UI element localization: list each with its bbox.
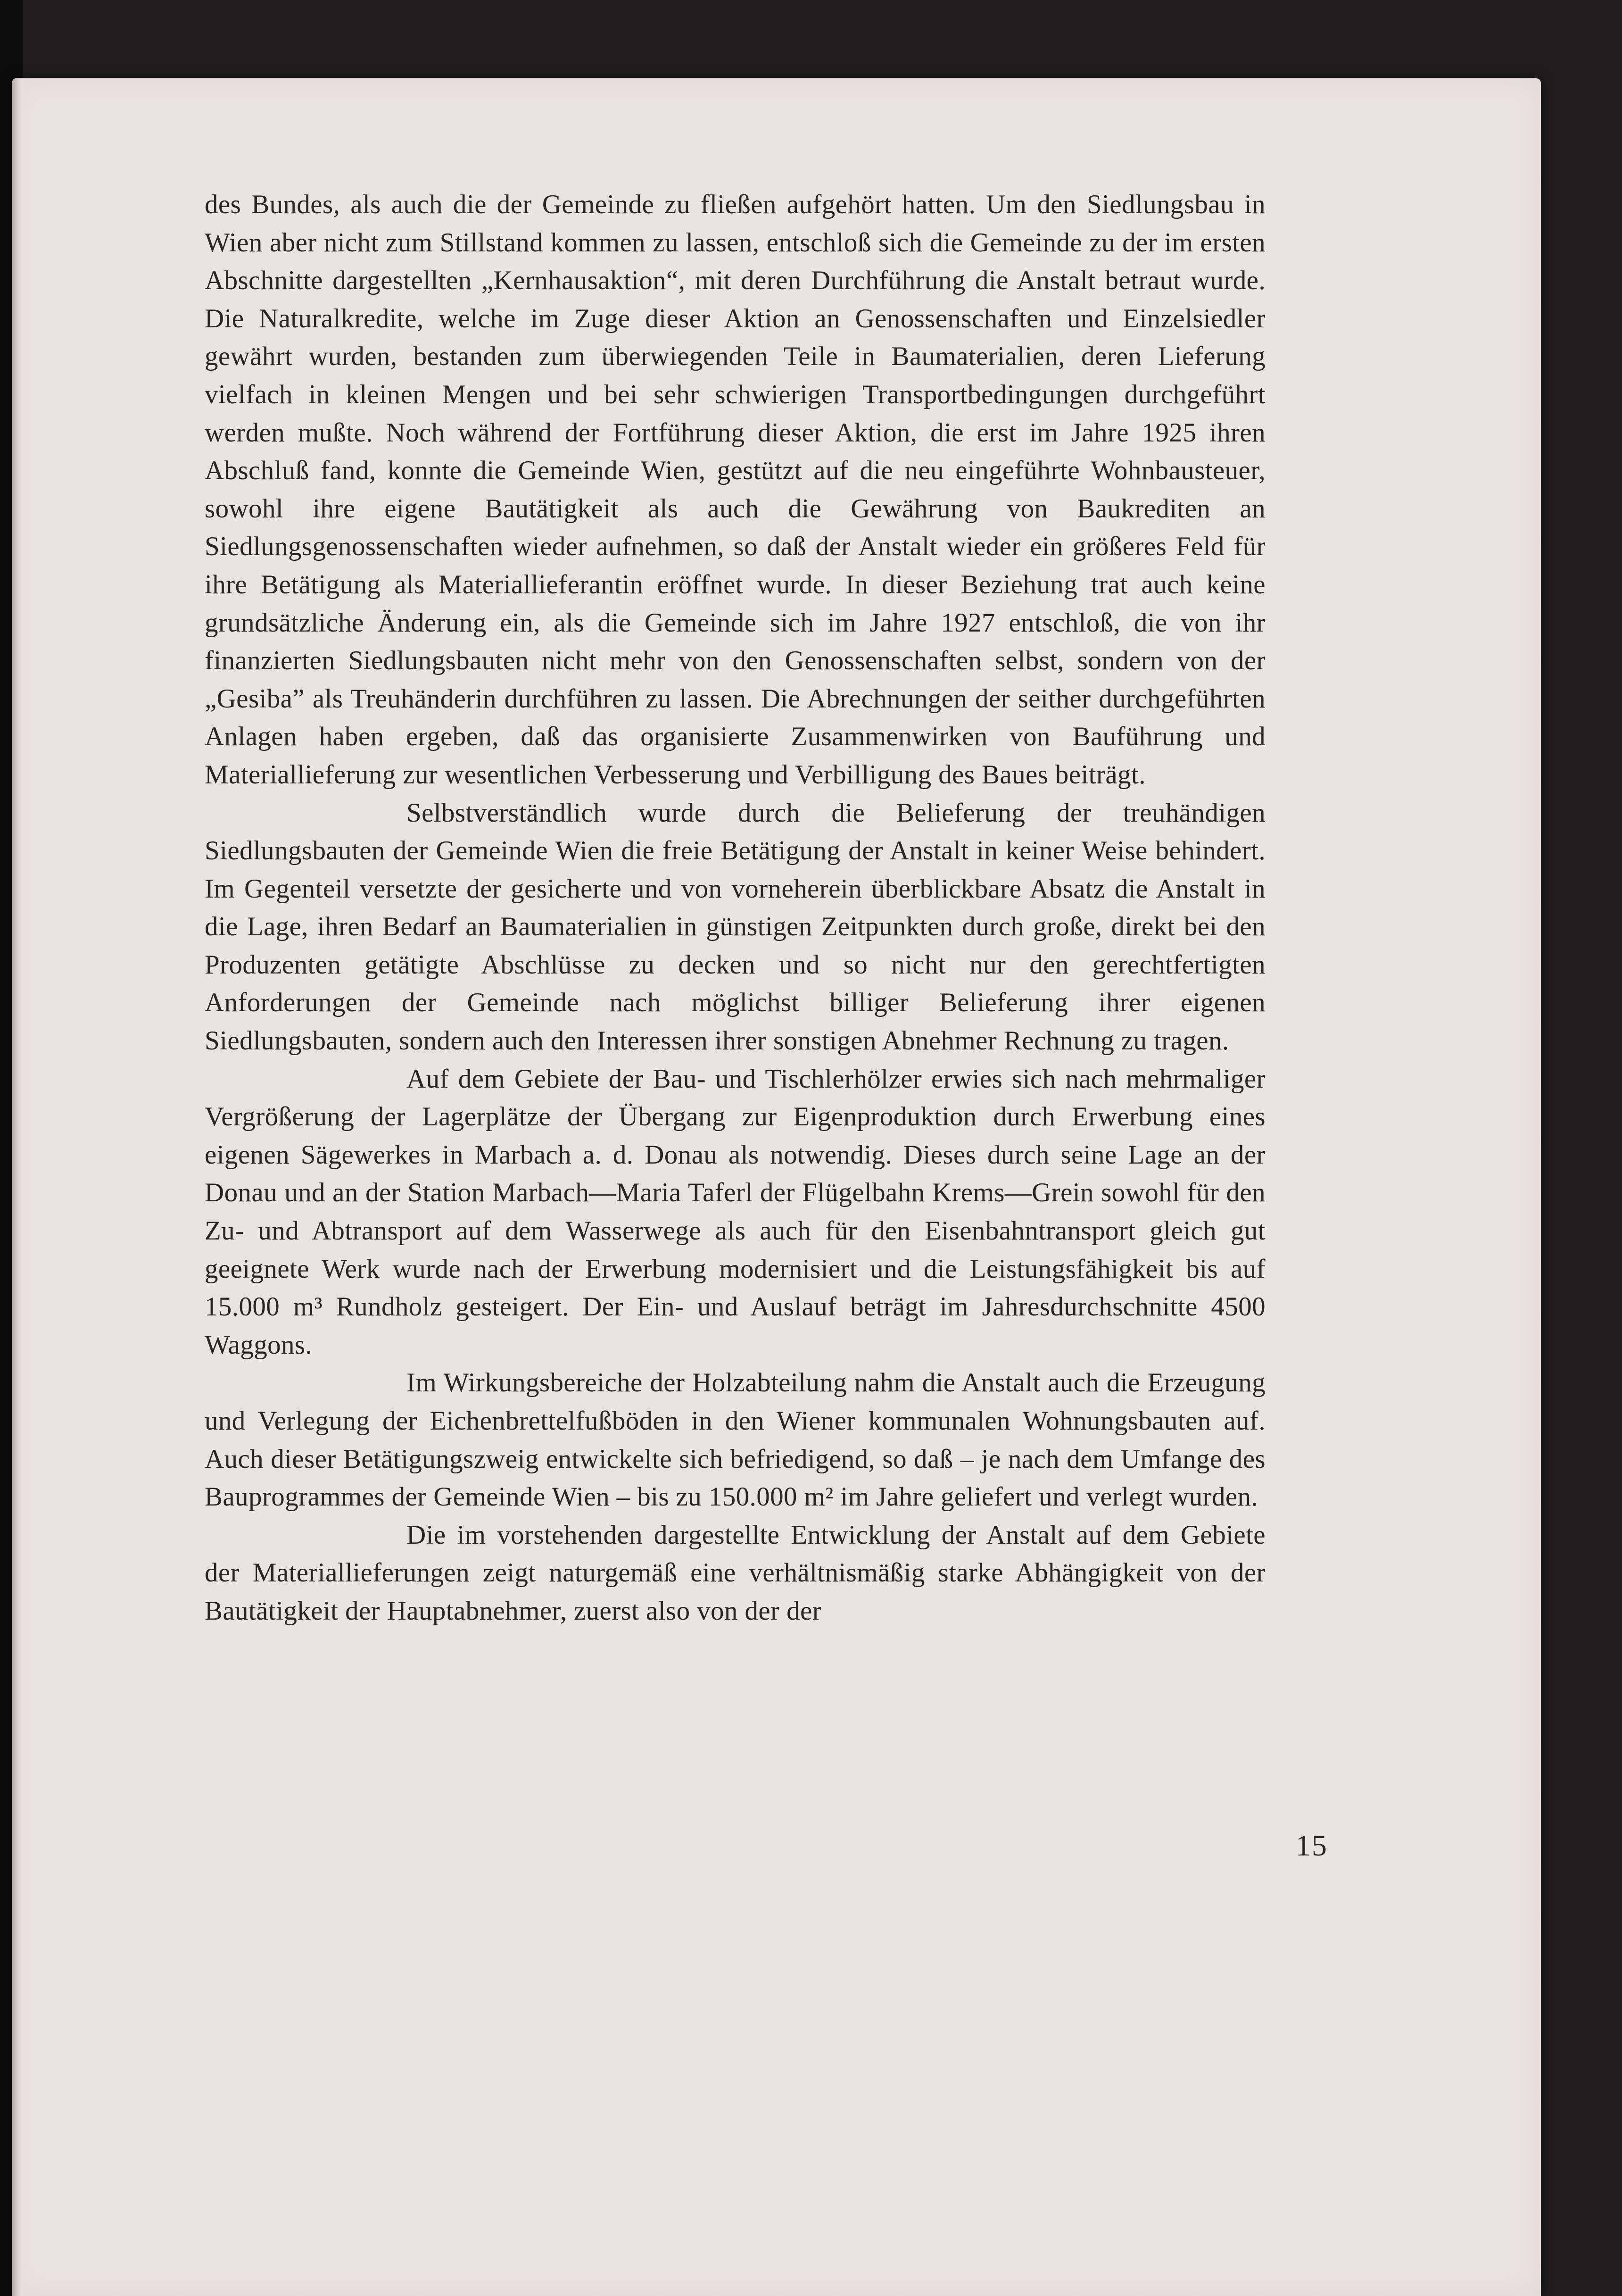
page-number: 15 (1296, 1829, 1328, 1862)
paragraph-4: Im Wirkungsbereiche der Holzabteilung nahm die Anstalt auch die Erzeugung und Verlegung der Eichenbrettelfußböden in den Wiener kommunalen Wohnungsbauten auf. Auch dieser Betätigungszweig entwickelte sich befriedigend, so daß – je nach dem Umfange des Bauprogrammes der Gemeinde Wien – bis zu 150.000 m² im Jahre geliefert und verlegt wurden. (205, 1368, 1266, 1512)
paragraph-1: des Bundes, als auch die der Gemeinde zu fließen aufgehört hatten. Um den Siedlungsbau in Wien aber nicht zum Stillstand kommen zu lassen, entschloß sich die Gemeinde zu der im ersten Abschnitte dargestellten „Kernhausaktion“, mit deren Durchführung die Anstalt betraut wurde. Die Naturalkredite, welche im Zuge dieser Aktion an Genossenschaften und Einzelsiedler gewährt wurden, bestanden zum überwiegenden Teile in Baumaterialien, deren Lieferung vielfach in kleinen Mengen und bei sehr schwierigen Transportbedingungen durchgeführt werden mußte. Noch während der Fortführung dieser Aktion, die erst im Jahre 1925 ihren Abschluß fand, konnte die Gemeinde Wien, gestützt auf die neu eingeführte Wohnbausteuer, sowohl ihre eigene Bautätigkeit als auch die Gewährung von Baukrediten an Siedlungsgenossenschaften wieder aufnehmen, so daß der Anstalt wieder ein größeres Feld für ihre Betätigung als Materiallieferantin eröffnet wurde. In dieser Beziehung trat auch keine grundsätzliche Änderung ein, als die Gemeinde sich im Jahre 1927 entschloß, die von ihr finanzierten Siedlungsbauten nicht mehr von den Genossenschaften selbst, sondern von der „Gesiba” als Treuhänderin durchführen zu lassen. Die Abrechnungen der seither durchgeführten Anlagen haben ergeben, daß das organisierte Zusammenwirken von Bauführung und Materiallieferung zur wesentlichen Verbesserung und Verbilligung des Baues beiträgt. (205, 190, 1266, 790)
page-spine-shadow (12, 78, 23, 2296)
paragraph-5: Die im vorstehenden dargestellte Entwicklung der Anstalt auf dem Gebiete der Materiallieferungen zeigt naturgemäß eine verhältnismäßig starke Abhängigkeit von der Bautätigkeit der Hauptabnehmer, zuerst also von der der (205, 1520, 1266, 1626)
paragraph-3: Auf dem Gebiete der Bau- und Tischlerhölzer erwies sich nach mehrmaliger Vergrößerung der Lagerplätze der Übergang zur Eigenproduktion durch Erwerbung eines eigenen Sägewerkes in Marbach a. d. Donau als notwendig. Dieses durch seine Lage an der Donau und an der Station Marbach—Maria Taferl der Flügelbahn Krems—Grein sowohl für den Zu- und Abtransport auf dem Wasserwege als auch für den Eisenbahntransport gleich gut geeignete Werk wurde nach der Erwerbung modernisiert und die Leistungsfähigkeit bis auf 15.000 m³ Rundholz gesteigert. Der Ein- und Auslauf beträgt im Jahresdurchschnitte 4500 Waggons. (205, 1064, 1266, 1360)
paragraph-2: Selbstverständlich wurde durch die Belieferung der treuhändigen Siedlungsbauten der Gemeinde Wien die freie Betätigung der Anstalt in keiner Weise behindert. Im Gegenteil versetzte der gesicherte und von vorneherein überblickbare Absatz die Anstalt in die Lage, ihren Bedarf an Baumaterialien in günstigen Zeitpunkten durch große, direkt bei den Produzenten getätigte Abschlüsse zu decken und so nicht nur den gerechtfertigten Anforderungen der Gemeinde nach möglichst billiger Belieferung ihrer eigenen Siedlungsbauten, sondern auch den Interessen ihrer sonstigen Abnehmer Rechnung zu tragen. (205, 798, 1266, 1056)
body-text (205, 186, 1266, 1630)
